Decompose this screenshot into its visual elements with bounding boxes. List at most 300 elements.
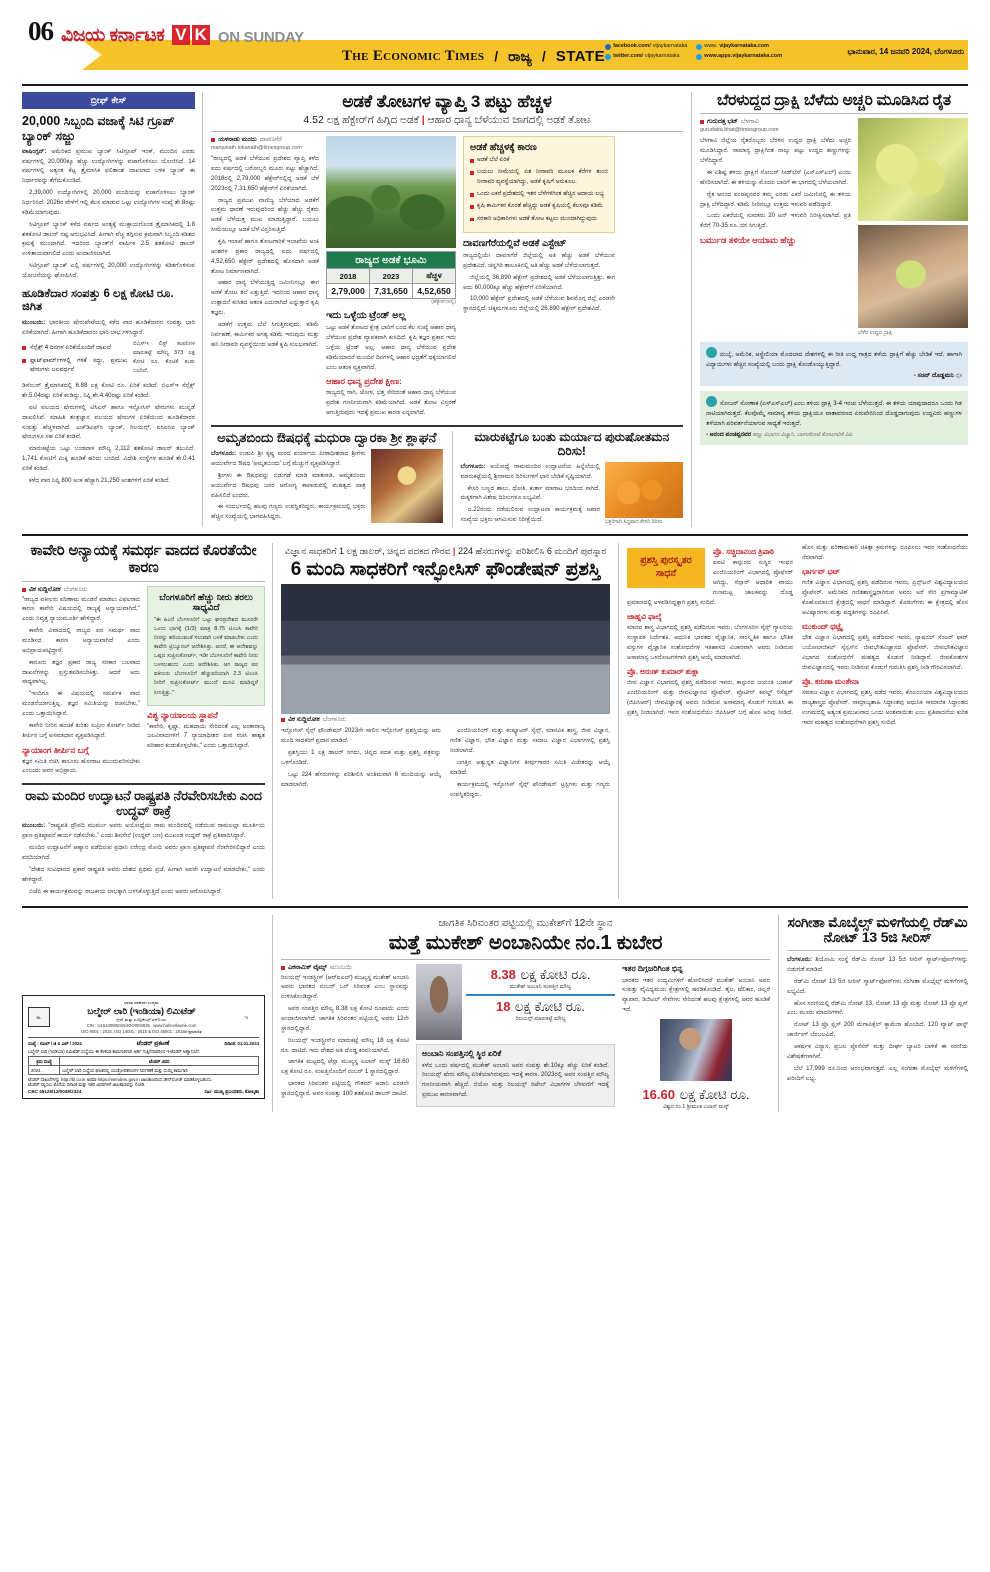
brief-case-column xyxy=(22,92,202,527)
winner-2-name: ಜಾಹ್ನವಿ ಫಾಲ್ಕೆ xyxy=(627,611,662,621)
ad-divider xyxy=(28,1037,259,1038)
website-link-prefix: www. xyxy=(704,43,718,49)
ad-note: ಟೆಂಡರ್ ಸಲ್ಲಿಸಲು ಕೊನೆಯ ದಿನಾಂಕ ಮತ್ತು ಇತರ ವಿವರಗಳಿಗೆ ಜಾಲತಾಣವನ್ನು ನೋಡಿ. xyxy=(28,1081,146,1087)
quote-2-text: ಸೋಜರ್ ಸೋಣಾಕ (ಎಸ್‌ಎಸ್‌ಎಲ್) ಎಂಬ ತಳಿಯ ದ್ರಾಕ್ಷಿ 3-4 ಇಂಚು ಬೆಳೆಯುತ್ತದೆ. ಈ ತಳಿಯ ಯಾವುದಾದರೂ ಒಂದು ಗಿಡ ನಾಟಿಯಾಗಿರುತ್ತದೆ. ಕೆಲವೊಮ್ಮೆ ಸಾಮಾನ್ಯ ತಳಿಯ ದ್ರಾಕ್ಷಿಯೂ ವಾತಾವರಣದ ಏರುಪೇರಿನಿಂದ ದೊಡ್ಡದಾಗುವುದು ಉದ್ದವಿರು ಹಣ್ಣುಗಳ ತಳೆಯಾಗಿ ಪರಿವರ್ತನೆಯಾಗುವ ಸಾಧ್ಯತೆ ಇರುತ್ತದೆ. xyxy=(706,400,962,427)
table-value-2023: 7,31,650 xyxy=(370,284,413,299)
reasons-box xyxy=(463,136,615,233)
award-badge: ಪ್ರಶಸ್ತಿ ಪುರಸ್ಕೃತರ ಸಾಧನೆ xyxy=(627,548,705,588)
lead-story-column xyxy=(202,92,691,527)
ram-mandir-story xyxy=(22,789,265,896)
brief-item-2-lead-text: ಭಾರತೀಯ ಷೇರುಪೇಟೆಯಲ್ಲಿ ಕಳೆದ ವಾರ ಹೂಡಿಕೆದಾರರ ಸಂಪತ್ತು ಭಾರಿ ಏರಿಕೆಯಾಗಿದೆ. ಹೀಗಾಗಿ ಹೂಡಿಕೆದಾರರು ಭಾರಿ ಲಾಭ ಗಳಿಸಿದ್ದಾರೆ. xyxy=(22,318,195,337)
byline-bullet-icon xyxy=(211,138,215,142)
figure-2-value: 18 xyxy=(495,999,511,1015)
kaveri-body2 xyxy=(22,757,140,777)
ad-table-cell-no: 2024. xyxy=(29,1066,60,1075)
ram-mandir-rule xyxy=(22,783,265,785)
ad-intro: ಬಲ್ಮೇರ್ ಲಾರಿ (ಇಂಡಿಯಾ) ಲಿಮಿಟೆಡ್ ಸಂಸ್ಥೆಯು ಈ ಕೆಳಕಂಡ ಕಾಮಗಾರಿಗಾಗಿ ಅರ್ಹ ಗುತ್ತಿಗೆದಾರರಿಂದ ಇ-ಟೆಂಡರ್ ಆಹ್ವಾನಿಸಿದೆ. xyxy=(28,1049,200,1055)
amrutabindu-p3: ಈ ಸಂದರ್ಭದಲ್ಲಿ ಹಲವು ಗಣ್ಯರು ಉಪಸ್ಥಿತರಿದ್ದರು. ಕಾರ್ಯಕ್ರಮದಲ್ಲಿ ಭಕ್ತರು ಹೆಚ್ಚಿನ ಸಂಖ್ಯೆಯಲ್ಲಿ ಭಾಗವಹಿಸಿದ್ದರು. xyxy=(211,503,366,521)
marukatte-story xyxy=(452,431,684,527)
shrine-photo xyxy=(371,449,443,523)
table-header-row xyxy=(327,269,456,284)
arecanut-land-table xyxy=(326,251,456,299)
winner-entry xyxy=(627,612,793,663)
winner-6-name: ಪ್ರೊ. ಕರುಣಾ ಮಂತೇನಾ xyxy=(802,676,859,686)
saffron-photo-caption: ಭಕ್ತರಿಗಾಗಿ ಸಿದ್ಧವಾದ ಕೇಸರಿ ದಿರಿಸು xyxy=(605,519,663,526)
section-divider-1 xyxy=(22,534,968,536)
lead-subhead xyxy=(211,114,683,127)
ad-table-cell-desc: ಬಲ್ಮೇರ್ ಲಾರಿ ಸಂಸ್ಥೆಯ ಘಟಕದಲ್ಲಿ ಯಂತ್ರೋಪಕರಣಗಳ ನಿರ್ವಹಣೆ ಮತ್ತು ದುರಸ್ತಿ ಕಾಮಗಾರಿ xyxy=(60,1066,259,1075)
lead-subhead-b: ಆಹಾರ ಧಾನ್ಯ ಬೆಳೆಯುವ ಜಾಗದಲ್ಲಿ ಅಡಕೆ ತೋಟ xyxy=(427,114,591,127)
table-row xyxy=(327,284,456,299)
ambani-p4: ಜಾಗತಿಕ ಮಟ್ಟದಲ್ಲಿ ಟೆಸ್ಲಾ ಮುಖ್ಯಸ್ಥ ಎಲಾನ್ ಮಸ್ಕ್ 16.60 ಲಕ್ಷ ಕೋಟಿ ರೂ. ಸಂಪತ್ತಿನೊಂದಿಗೆ ನಂಬರ್ 1 ಸ್ಥಾನದಲ್ಲಿದ್ದಾರೆ. xyxy=(281,1058,409,1076)
arecanut-plantation-photo xyxy=(326,136,456,248)
ad-company-name: ಬಲ್ಮೇರ್ ಲಾರಿ (ಇಂಡಿಯಾ) ಲಿಮಿಟೆಡ್ xyxy=(87,1005,196,1016)
winner-4-desc: ಗಣಿತ ವಿಜ್ಞಾನ ವಿಭಾಗದಲ್ಲಿ ಪ್ರಶಸ್ತಿ ಪಡೆದಿರುವ ಇವರು, ಪ್ರಿನ್ಸ್‌ಟನ್ ವಿಶ್ವವಿದ್ಯಾಲಯದ ಪ್ರೊಫೆಸರ್. ಅಮೆರಿಕದ ಗಣಿತಶಾಸ್ತ್ರಜ್ಞರಾಗಿರುವ ಅವರು ಅರೆ ಸೇರಿ ಪ್ರಗಾಮ್ಯಾಟಿಕ್ ಕೊಹೊಮಾಲಜಿ ಕ್ಷೇತ್ರದಲ್ಲಿ ಸಾಧನೆ ಮಾಡಿದ್ದಾರೆ. ಕೊಡುಗೆಗಳು ಈ ಕ್ಷೇತ್ರದಲ್ಲಿ ಹೊಸ ಆವಿಷ್ಕಾರಗಳು ಮತ್ತು ಪದ್ಧತಿಗಳನ್ನು ರೂಪಿಸಿವೆ. xyxy=(802,579,968,616)
apps-link-domain: www.apps.vijaykarnataka.com xyxy=(704,53,782,60)
brief-item-2-lead xyxy=(22,318,195,338)
reasons-list xyxy=(470,156,608,224)
winner-3-name: ಪ್ರೊ. ಅರುಣ್ ಕುಮಾರ್ ಶುಕ್ಲಾ xyxy=(627,666,700,676)
marukatte-p1: ಅಯೋಧ್ಯೆ ರಾಮಮಂದಿರ ಉದ್ಘಾಟನೆಯ ಹಿನ್ನೆಲೆಯಲ್ಲಿ ಮಾರುಕಟ್ಟೆಯಲ್ಲಿ ಶ್ರೀರಾಮನ ದಿರಿಸುಗಳಿಗೆ ಭಾರಿ ಬೇಡಿಕೆ ಸೃಷ್ಟಿಯಾಗಿದೆ. xyxy=(460,462,600,480)
ram-mandir-p4: ಬಿಜೆಪಿ ಈ ಕಾರ್ಯಕ್ರಮವನ್ನು ರಾಜಕೀಯ ಲಾಭಕ್ಕಾಗಿ ಬಳಸಿಕೊಳ್ಳುತ್ತಿದೆ ಎಂದು ಅವರು ಆರೋಪಿಸಿದ್ದಾರೆ. xyxy=(29,887,223,895)
sangeetha-body xyxy=(787,955,968,1084)
marukatte-p3: ಜ.22ರಂದು ನಡೆಯಲಿರುವ ಉದ್ಘಾಟನಾ ಕಾರ್ಯಕ್ರಮಕ್ಕೆ ಅಪಾರ ಸಂಖ್ಯೆಯ ಭಕ್ತರು ಆಗಮಿಸುವ ನಿರೀಕ್ಷೆಯಿದೆ. xyxy=(460,506,600,524)
vishwa-body xyxy=(147,722,265,752)
globe-icon xyxy=(696,54,702,60)
grapes-photo-col xyxy=(858,118,968,337)
brief-item-1-p4: ಸಿಟಿಗ್ರೂಪ್ ಬ್ಯಾಂಕ್ ಎಲ್ಲಿ ವರ್ಷಗಳಲ್ಲಿ 20,000 ಉದ್ಯೋಗಿಗಳನ್ನು ಕಡಿತಗೊಳಿಸುವ ಯೋಜನೆಯನ್ನು ಘೋಷಿಸಿದೆ. xyxy=(22,262,195,279)
brief-item-1-p2: 2,39,000 ಉದ್ಯೋಗಿಗಳಲ್ಲಿ 20,000 ಮಂದಿಯನ್ನು ವಜಾಗೊಳಿಸಲು ಬ್ಯಾಂಕ್ ನಿರ್ಧರಿಸಿದೆ. 2026ರ ವೇಳೆಗೆ ಇಲ್ಲಿ ಕೆಲಸ ಮಾಡುವ ಒಟ್ಟು ಉದ್ಯೋಗಿಗಳ ಸಂಖ್ಯೆ ಶೇ.8ರಷ್ಟು ಕಡಿಮೆಯಾಗುವುದು. xyxy=(22,189,195,216)
social-links xyxy=(605,42,782,62)
website-link[interactable] xyxy=(696,42,782,51)
marukatte-body xyxy=(461,462,601,527)
masthead-rule xyxy=(22,84,968,86)
publication-date: ಭಾನುವಾರ, 14 ಜನವರಿ 2024, ಬೆಂಗಳೂರು xyxy=(847,47,964,56)
byline-bullet-icon xyxy=(22,588,26,592)
state-label-kannada: ರಾಜ್ಯ xyxy=(508,47,532,64)
table-header-2023: 2023 xyxy=(370,269,413,284)
figure-1 xyxy=(466,964,615,992)
davanagere-p3: 10,000 ಹೆಕ್ಟೇರ್ ಪ್ರದೇಶದಲ್ಲಿ ಅಡಕೆ ಬೆಳೆಯುವ ಶಿವಮೊಗ್ಗ ಜಿಲ್ಲೆ ಎರಡನೇ ಸ್ಥಾನದಲ್ಲಿದೆ. ಚಿಕ್ಕಮಗಳೂರು ಜಿಲ್ಲೆಯಲ್ಲಿ 26,890 ಹೆಕ್ಟೇರ್ ಪ್ರದೇಶವಿದೆ. xyxy=(463,295,615,313)
facebook-icon xyxy=(605,44,611,50)
ad-reference: ಸಂಖ್ಯೆ : ಬಿಎಲ್ / ಜಿ & ಎಲ್ / 2024 xyxy=(28,1040,82,1046)
balmer-lawrie-logo-icon: BL xyxy=(28,1007,50,1027)
infosys-body xyxy=(281,726,610,799)
section-infosys-award xyxy=(22,543,968,899)
lead-p4: ಆಹಾರ ಧಾನ್ಯ ಬೆಳೆಯುತ್ತಿದ್ದ ಜಮೀನಿನಲ್ಲೂ ಈಗ ಅಡಕೆ ತೋಟ ತಲೆ ಎತ್ತುತ್ತಿದೆ. ಇದರಿಂದ ಆಹಾರ ಧಾನ್ಯ ಉತ್ಪಾದನೆ ಕುಸಿತದ ಆತಂಕ ಎದುರಾಗಿದೆ ಎನ್ನುತ್ತಾರೆ ಕೃಷಿ ತಜ್ಞರು. xyxy=(211,279,319,317)
reason-item-2: ಬಯಲು ಸೀಮೆಯಲ್ಲಿ ಏತ ನೀರಾವರಿ ಮೂಲಕ ಕೆರೆಗಳ ತುಂಬಿ ನೀರಾವರಿ ವ್ಯವಸ್ಥೆಯಾಗಿದ್ದು, ಅಡಕೆ ಕೃಷಿಗೆ ಅನುಕೂಲ. xyxy=(470,168,608,187)
quote-dot-icon xyxy=(706,347,717,358)
figure-1-unit: ಲಕ್ಷ ಕೋಟಿ ರೂ. xyxy=(520,966,591,982)
vk-logo-v: V xyxy=(172,25,189,45)
brief-case-header: ಬ್ರೀಫ್ ಕೇಸ್ xyxy=(22,92,195,109)
ad-header xyxy=(28,1000,259,1035)
figure-2 xyxy=(466,994,615,1024)
brief-item-1-body xyxy=(22,147,195,281)
infosys-p2: ಪ್ರಶಸ್ತಿಯು 1 ಲಕ್ಷ ಡಾಲರ್ ನಗದು, ಚಿನ್ನದ ಪದಕ ಮತ್ತು ಪ್ರಶಸ್ತಿ ಪತ್ರವನ್ನು ಒಳಗೊಂಡಿದೆ. xyxy=(281,749,441,767)
ad-govt-line: ಭಾರತ ಸರಕಾರದ ಉದ್ಯಮ xyxy=(124,999,159,1005)
ambani-byline xyxy=(281,964,409,972)
lead-byline-name: ಯಳನಾಡು ಮಂಜು xyxy=(218,136,257,144)
masthead-brand xyxy=(22,18,968,45)
grapes-photo-caption: ಬೆಳೆದ ಉದ್ದದ ದ್ರಾಕ್ಷಿ xyxy=(858,329,893,336)
ambani-column xyxy=(272,915,778,1112)
kaveri-byline-name: ವಿಕ ಸುದ್ದಿಲೋಕ xyxy=(29,585,61,593)
kaveri-p3: "ಇಂದಿಗೂ ಈ ವಿಷಯದಲ್ಲಿ ಸಮರ್ಪಕ ವಾದ ಮಂಡನೆಯಾಗುತ್ತಿಲ್ಲ. ತಜ್ಞರ ಸಮಿತಿಯನ್ನು ರಚಿಸಬೇಕು," ಎಂದು ಒತ್ತಾಯಿಸಿದ್ದಾರೆ. xyxy=(22,690,140,718)
ad-column xyxy=(22,915,272,1112)
winner-2-desc: ಮಾನವ ಶಾಸ್ತ್ರ ವಿಭಾಗದಲ್ಲಿ ಪ್ರಶಸ್ತಿ ಪಡೆದಿರುವ ಇವರು, ಬೆಂಗಳೂರಿನ ಸೈನ್ಸ್ ಗ್ಯಾಲರಿಯ ಸಂಸ್ಥಾಪಕ ನಿರ್ದೇಶಕಿ. ಆಧುನಿಕ ಭಾರತದ ವೈಜ್ಞಾನಿಕ, ಸಾಂಸ್ಕೃತಿಕ ಹಾಗೂ ಭೌತಿಕ ವಸ್ತುಗಳ ವೈಜ್ಞಾನಿಕ ಸಂಶೋಧನೆಗಳ ಇತಿಹಾಸದ ವಿಚಾರವಾಗಿ ಅವರು ನೀಡಿರುವ ಅಸಾಮಾನ್ಯ ಒಳನೋಟಗಳಿಗಾಗಿ ಪ್ರಶಸ್ತಿ ಆಯ್ಕೆ ಮಾಡಲಾಗಿದೆ. xyxy=(627,624,793,661)
kaveri-p1: ಕಾವೇರಿ ವಿವಾದದಲ್ಲಿ ರಾಜ್ಯದ ಪರ ಸಮರ್ಥ ವಾದ ಮಂಡಿಸದ ಕಾರಣ ಅನ್ಯಾಯವಾಗಿದೆ ಎಂದು ಅಭಿಪ್ರಾಯಪಟ್ಟಿದ್ದಾರೆ. xyxy=(22,627,140,654)
brief-item-2-side: ಬಿಎಸ್‌ಇ ಲಿಸ್ಟ್ ಕಂಪನಿಗಳ ಮಾರುಕಟ್ಟೆ ಮೌಲ್ಯ 373 ಲಕ್ಷ ಕೋಟಿ ರೂ. ಕೊಟಿಕೆ ಕಂಡು ಬಂದಿದೆ. xyxy=(133,340,195,375)
davanagere-title: ದಾವಣಗೆರೆಯಲ್ಲಿವೆ ಅಡಕೆ ಎಸ್ಟೇಟ್ xyxy=(463,237,567,249)
grapes-byline xyxy=(700,118,851,126)
grapes-rule xyxy=(700,113,968,114)
ram-mandir-p2: ಮಂದಿರ ಉದ್ಘಾಟನೆಗೆ ಆಹ್ವಾನ ಪಡೆದಿರುವ ಪ್ರಧಾನಿ ನರೇಂದ್ರ ಮೋದಿ ಅವರು ಪ್ರಾಣ ಪ್ರತಿಷ್ಠಾಪನೆ ನೆರವೇರಿಸಲಿದ್ದಾರೆ ಎಂದು ವರದಿಯಾಗಿದೆ. xyxy=(22,844,265,862)
ambani-body xyxy=(281,973,409,1099)
brief-item-2-p1: ಡಿಸೆಂಬರ್ ತ್ರೈಮಾಸಿಕದಲ್ಲಿ 6.88 ಲಕ್ಷ ಕೋಟಿ ರೂ. ಏರಿಕೆ ಕಂಡಿದೆ. ಬಿಎಸ್‌ಇ ಸೆನ್ಸೆಕ್ಸ್ ಶೇ.5.04ರಷ್ಟು ಏರಿಕೆ ಕಂಡಿದ್ದು, ನಿಫ್ಟಿ ಶೇ.4.40ರಷ್ಟು ಏರಿಕೆ ಕಂಡಿದೆ. xyxy=(22,382,195,399)
reason-item-5: ಸರಕಾರಿ ಅಧಿಕಾರಿಗಳು ಅಡಕೆ ತೋಟ ಕಟ್ಟಲು ಮುಂದಾಗಿದ್ದುವುದು xyxy=(470,215,608,224)
ad-cbc-code: CBC 45129/12/0049/2324 xyxy=(28,1088,82,1094)
azadi-amrit-mahotsav-icon: 75 xyxy=(243,1014,249,1020)
sangeetha-p3: ಹೊಸ ಸರಣಿಯಲ್ಲಿ ರೆಡ್‌ಮಿ ನೋಟ್ 13, ನೋಟ್ 13 ಪ್ರೊ ಮತ್ತು ನೋಟ್ 13 ಪ್ರೊ ಪ್ಲಸ್ ಎಂಬ ಮೂರು ಮಾದರಿಗಳಿವೆ. xyxy=(787,999,968,1017)
table-row xyxy=(29,1066,259,1075)
award-winners-group-photo xyxy=(281,584,610,714)
trend-box-title: ಇದು ಒಳ್ಳೆಯ ಟ್ರೆಂಡ್ ಅಲ್ಲ xyxy=(326,310,406,322)
trend-box-text: ಒಟ್ಟು ಅಡಕೆ ತೋಟದ ಕ್ಷೇತ್ರ ಭಾರಿಗೆ ಬಂದ ಕೆಲ ಸಂಖ್ಯೆ ಆಹಾರ ಧಾನ್ಯ ಬೆಳೆಯುವ ಪ್ರದೇಶ ವ್ಯಾಪಕವಾಗಿ ಕುಸಿದಿದೆ. ಕೃಷಿ ತಜ್ಞರ ಪ್ರಕಾರ ಇದು ಒಳ್ಳೆಯ ಟ್ರೆಂಡ್ ಅಲ್ಲ. ಆಹಾರ ಧಾನ್ಯ ಬೆಳೆಯುವ ಪ್ರದೇಶ ಕಡಿಮೆಯಾದರೆ ಮುಂದಿನ ದಿನಗಳಲ್ಲಿ ಆಹಾರ ಭದ್ರತೆಗೆ ಧಕ್ಕೆಯಾಗಲಿದೆ ಎಂಬ ಆತಂಕ ವ್ಯಕ್ತವಾಗಿದೆ. xyxy=(326,324,456,371)
sangeetha-p6: ಬೆಲೆ 17,999 ರೂ.ನಿಂದ ಆರಂಭವಾಗುತ್ತದೆ. ಎಲ್ಲ ಸಂಗೀತಾ ಮೊಬೈಲ್ಸ್ ಮಳಿಗೆಗಳಲ್ಲಿ ಖರೀದಿಗೆ ಲಭ್ಯ. xyxy=(787,1064,968,1082)
price-box-text: ರಾಜ್ಯದಲ್ಲಿ ರಾಗಿ, ಜೋಳ, ಭತ್ತ ಸೇರಿದಂತೆ ಆಹಾರ ಧಾನ್ಯ ಬೆಳೆಯುವ ಪ್ರದೇಶ ಗಣನೀಯವಾಗಿ ಕಡಿಮೆಯಾಗಿದೆ. ಅಡಕೆ ತೋಟ ವಿಸ್ತರಣೆ ಆಗುತ್ತಿರುವುದು ಇದಕ್ಕೆ ಪ್ರಮುಖ ಕಾರಣ ಎನ್ನಲಾಗಿದೆ. xyxy=(326,389,456,417)
amrutabindu-p1: ಉಡುಪಿ ಶ್ರೀ ಕೃಷ್ಣ ಮಠದ ಪರ್ಯಾಯ ಪೀಠಾಧೀಶರಾದ ಶ್ರೀಗಳು ಆಯುರ್ವೇದ ಔಷಧ 'ಅಮೃತಬಿಂದು' ಬಗ್ಗೆ ಮೆಚ್ಚುಗೆ ವ್ಯಕ್ತಪಡಿಸಿದ್ದಾರೆ. xyxy=(211,449,366,468)
brief-item-2-body xyxy=(22,381,195,486)
elon-musk-photo xyxy=(660,1019,732,1081)
winner-4-desc-wrap xyxy=(802,578,968,617)
long-grapes-photo xyxy=(858,118,968,221)
vk-logo-k: K xyxy=(192,25,210,45)
winner-entry xyxy=(802,677,968,728)
ambani-box-1-title: ಇತರ ದಿಗ್ಗಜರಿಗಿಂತ ಭಿನ್ನ xyxy=(622,963,683,973)
ram-mandir-dateline: ಮುಂಬಯಿ: xyxy=(22,822,46,830)
saffron-photo-wrap xyxy=(605,462,683,527)
ambani-text-col xyxy=(281,964,409,1112)
bengaluru-water-text: "ಈ ಹಿಂದೆ ಬೆಂಗಳೂರಿಗೆ ಒಟ್ಟು ಘನಪ್ರದೇಶದ ಮೂರರೇ ಒಂದು ಭಾಗಕ್ಕೆ (1/3) ಮಾತ್ರ 8.75 ಟಿಎಂಸಿ ಕಾವೇರಿ ನೀರನ್ನು ಹರಿಯುವಂತೆ ಸಲುವಾಗಿ ಬಳಕೆ ಮಾಡಬೇಕು ಎಂದು ಕಾವೇರಿ ಟ್ರಿಬ್ಯೂನಲ್ ಆದೇಶಿಸಿತ್ತು. ಆದರೆ, ಈ ಆದೇಶವನ್ನು ಒಪ್ಪದ ಸುಪ್ರೀಂಕೋರ್ಟ್, ಇಡೀ ಬೆಂಗಳೂರಿಗೆ ಕಾವೇರಿ ನೀರು ಬಳಸಬಹುದು ಎಂದು ಆದೇಶಿಸಿತು. ಆಗ ರಾಜ್ಯದ ಪರ ವಕೀಲರು ಬೆಂಗಳೂರಿಗೆ ಹೆಚ್ಚುವರಿಯಾಗಿ 2.3 ಟಿಎಂಸಿ ನೀರಿಗೆ ಸುಪ್ರೀಂಕೋರ್ಟ್ ಮುಂದೆ ಮನವಿ ಮಾಡಿದ್ದರೆ ಸಿಗುತ್ತಿತ್ತು." xyxy=(154,617,258,696)
kaveri-text-col xyxy=(22,586,140,779)
ad-footer xyxy=(28,1089,259,1094)
brief-item-1-p1: ಅಮೆರಿಕದ ಪ್ರಮುಖ ಬ್ಯಾಂಕ್ ಸಿಟಿಗ್ರೂಪ್ ಇಂಕ್, ಮುಂದಿನ ಎರಡು ವರ್ಷಗಳಲ್ಲಿ 20,000ಕ್ಕೂ ಹೆಚ್ಚು ಉದ್ಯೋಗಿಗಳನ್ನು ವಜಾಗೊಳಿಸಲು ಯೋಜಿಸಿದೆ. 14 ವರ್ಷಗಳಲ್ಲಿ ಅತ್ಯಂತ ಕೆಟ್ಟ ತ್ರೈಮಾಸಿಕ ಫಲಿತಾಂಶ ದಾಖಲಾದ ಬಳಿಕ ಬ್ಯಾಂಕ್ ಈ ನಿರ್ಧಾರವನ್ನು ತೆಗೆದುಕೊಂಡಿದೆ. xyxy=(22,147,195,185)
winner-entry xyxy=(802,567,968,618)
kaveri-body xyxy=(22,595,140,741)
kaveri-quote: "ರಾಜ್ಯದ ವಕೀಲರು ಪರಿಣಾಮ ಮಂಡನೆ ಮಾಡಲು ವಿಫಲರಾದ ಕಾರಣ ಕಾವೇರಿ ವಿಷಯದಲ್ಲಿ ರಾಜ್ಯಕ್ಕೆ ಅನ್ಯಾಯವಾಗಿದೆ," ಎಂದು ನಿವೃತ್ತ ನ್ಯಾಯಮೂರ್ತಿ ಹೇಳಿದ್ದಾರೆ. xyxy=(22,595,140,623)
amrutabindu-dateline: ಬೆಂಗಳೂರು: xyxy=(211,449,237,457)
grapes-text-col xyxy=(700,118,851,337)
bengaluru-water-title: ಬೆಂಗಳೂರಿಗೆ ಹೆಚ್ಚು ನೀರು ತರಲು ಸಾಧ್ಯವಿದೆ xyxy=(159,591,253,613)
section-ambani xyxy=(22,915,968,1112)
winner-3-desc: ಜೀವ ವಿಜ್ಞಾನ ವಿಭಾಗದಲ್ಲಿ ಪ್ರಶಸ್ತಿ ಪಡೆದಿರುವ ಇವರು, ಕಾನ್ಪುರದ ಜಯಂತಿ ಬಜಾಜ್ ಎಂಜಿನಿಯರಿಂಗ್ ಮತ್ತು ಜೀವವಿಜ್ಞಾನದ ಪ್ರೊಫೆಸರ್. ಪ್ರೊಟೀನ್ ಕಪಲ್ಡ್ ರಿಸೆಪ್ಟರ್ (ಜಿಪಿಸಿಆರ್) ಜೀವವಿಜ್ಞಾನಕ್ಕೆ ಅವರು ನೀಡಿರುವ ಅಸಾಮಾನ್ಯ ಕೊಡುಗೆ ಗುರುತಿಸಿ ಈ ಪ್ರಶಸ್ತಿ ನೀಡಲಾಗಿದೆ. ಇವರ ಸಂಶೋಧನೆಯು ಜಿಪಿಸಿಆರ್ ಬಗ್ಗೆ ಹೊಸ ಅರಿವು ನೀಡಿದೆ. ಹೊಸ ಮತ್ತು ಪರಿಣಾಮಕಾರಿ ಚಿಕಿತ್ಸಾ ಕ್ರಮಗಳನ್ನು ರೂಪಿಸಲು ಇವರ ಸಂಶೋಧನೆಯು ನೆರವಾಗಿದೆ. xyxy=(627,543,968,716)
ambani-box-2-body xyxy=(422,1061,609,1100)
quote-1-text: ದುಬೈ, ಅಮೆರಿಕ, ಆಸ್ಟ್ರೇಲಿಯಾ ಮೊದಲಾದ ದೇಶಗಳಲ್ಲಿ ಈ ರೀತಿ ಉದ್ದ ಗಾತ್ರದ ತಳೆಯ ದ್ರಾಕ್ಷಿಗೆ ಹೆಚ್ಚು ಬೇಡಿಕೆ ಇದೆ. ಹಾಗಾಗಿ ವಿದ್ಯಾಯಿಗಳು ಹೆಚ್ಚಿನ ಸಂಖ್ಯೆಯಲ್ಲಿ ಬಂದು ದ್ರಾಕ್ಷಿ ಕೊಂಡೊಯ್ಯುತ್ತಿದ್ದಾರೆ. xyxy=(706,350,962,368)
saffron-attire-photo xyxy=(605,462,683,518)
ad-center-block xyxy=(55,1000,228,1035)
brief-item-1-title: 20,000 ಸಿಬ್ಬಂದಿ ವಜಾಕ್ಕೆ ಸಿಟಿ ಗ್ರೂಪ್ ಬ್ಯಾಂಕ್ ಸಜ್ಜು xyxy=(22,114,175,143)
ram-mandir-p1: "ರಾಷ್ಟ್ರಪತಿ ದ್ರೌಪದಿ ಮುರ್ಮು ಅವರು ಅಯೋಧ್ಯೆಯ ರಾಮ ಮಂದಿರದಲ್ಲಿ ನಡೆಯುವ ರಾಮಲಲ್ಲಾ ಮೂರ್ತಿಯ ಪ್ರಾಣ ಪ್ರತಿಷ್ಠಾಪನೆ ಕಾರ್ಯ ನಡೆಸಬೇಕು," ಎಂದು ಶಿವಸೇನೆ (ಉದ್ಧವ್ ಬಣ) ಮುಖಂಡ ಉದ್ಧವ್ ಠಾಕ್ರೆ ಪ್ರತಿಪಾದಿಸಿದ್ದಾರೆ. xyxy=(22,822,265,840)
infosys-headline: 6 ಮಂದಿ ಸಾಧಕರಿಗೆ ಇನ್ಫೋಸಿಸ್ ಫೌಂಡೇಷನ್ ಪ್ರಶಸ್ತಿ xyxy=(290,559,601,581)
price-box-title: ಆಹಾರ ಧಾನ್ಯ ಪ್ರದೇಶ ಕ್ಷೀಣ: xyxy=(326,376,402,387)
quote-1-attribution xyxy=(706,371,962,381)
ambani-box-2 xyxy=(416,1044,615,1107)
kaveri-byline xyxy=(22,586,140,594)
ad-table-header-1: ಕ್ರಮ ಸಂಖ್ಯೆ xyxy=(29,1057,60,1066)
ambani-byline-name: ಎಕನಾಮಿಕ್ ಟೈಮ್ಸ್ xyxy=(288,963,327,971)
infosys-p6: ಕಾರ್ಯಕ್ರಮದಲ್ಲಿ ಇನ್ಫೋಸಿಸ್ ಸೈನ್ಸ್ ಫೌಂಡೇಷನ್ ಟ್ರಸ್ಟಿಗಳು ಮತ್ತು ಗಣ್ಯರು ಉಪಸ್ಥಿತರಿದ್ದರು. xyxy=(450,780,610,798)
kaveri-column xyxy=(22,543,272,899)
vk-logo xyxy=(172,25,210,45)
facebook-link-rest: vijaykarnataka xyxy=(652,43,688,49)
brief-item-1-dateline: ವಾಷಿಂಗ್ಟನ್: xyxy=(22,147,47,155)
reason-item-3: ಒಂದು ಎಕರೆ ಪ್ರದೇಶದಲ್ಲಿ ಇತರ ಬೆಳೆಗಳಿಗಿಂತ ಹೆಚ್ಚಿನ ಆದಾಯ ಲಭ್ಯ xyxy=(470,190,608,199)
grapes-in-hand-photo xyxy=(858,225,968,328)
ambani-subhead: ಜಾಗತಿಕ ಸಿರಿವಂತರ ಪಟ್ಟಿಯಲ್ಲಿ ಮುಕೇಶ್‌ಗೆ 12ನೇ ಸ್ಥಾನ xyxy=(438,917,613,929)
ad-download-note: ಟೆಂಡರ್ ದಾಖಲೆಗಳನ್ನು http://bl.co.in ಅಥವಾ https://etenders.gov.in ಜಾಲತಾಣದಿಂದ ಡೌನ್‌ಲೋಡ್ ಮಾಡಿಕೊಳ್ಳಬಹುದು. xyxy=(28,1076,213,1082)
twitter-icon xyxy=(605,54,611,60)
davanagere-p2: ಜಿಲ್ಲೆಯಲ್ಲಿ 36,890 ಹೆಕ್ಟೇರ್ ಪ್ರದೇಶದಲ್ಲಿ ಅಡಕೆ ಬೆಳೆಯಲಾಗುತ್ತಿತ್ತು. ಈಗ ಅದು 60,000ಕ್ಕೂ ಹೆಚ್ಚು ಹೆಕ್ಟೇರ್‌ಗೆ ಏರಿಕೆಯಾಗಿದೆ. xyxy=(463,273,615,291)
kaveri-p5: ತಜ್ಞರ ಸಮಿತಿ ರಚಿಸಿ ಕಾನೂನು ಹೋರಾಟ ಮುಂದುವರಿಸಬೇಕು ಎಂಬುದು ಅವರ ಅಭಿಪ್ರಾಯ. xyxy=(22,757,140,775)
quote-2-name: - ಆನಂದ ಪಂಚಪ್ಪನವರ xyxy=(706,431,752,439)
marukatte-p2: ಕೇಸರಿ ಬಣ್ಣದ ಶಾಲು, ಧೋತಿ, ಕುರ್ತಾ ಮಾರಾಟ ಭರದಿಂದ ಸಾಗಿದೆ. ಮಕ್ಕಳಿಗಾಗಿ ವಿಶೇಷ ದಿರಿಸುಗಳೂ ಲಭ್ಯವಿವೆ. xyxy=(460,484,600,502)
brief-bullet-2: ಫ್ಲಾಟ್‌ಫಾರ್ಮ್‌ಗಳಲ್ಲಿ ಗಳಿಕೆ ಸದ್ದು, ಪ್ರಮುಖ ಷೇರುಗಳು ಬಲವರ್ಧನೆ xyxy=(22,356,127,376)
quote-box-farmer xyxy=(700,342,968,386)
ram-mandir-p3: "ದೇಶದ ಸಂವಿಧಾನದ ಪ್ರಕಾರ ರಾಷ್ಟ್ರಪತಿ ಅವರು ದೇಶದ ಪ್ರಥಮ ಪ್ರಜೆ. ಹೀಗಾಗಿ ಅವರೇ ಉದ್ಘಾಟನೆ ಮಾಡಬೇಕು," ಎಂದು ಹೇಳಿದ್ದಾರೆ. xyxy=(22,866,265,883)
grapes-byline-place: ಬೆಳಗಾವಿ xyxy=(740,118,759,126)
byline-bullet-icon xyxy=(281,718,285,722)
vishwa-title: ವಿಶ್ವ ನ್ಯಾಯಾಲಯ ಸ್ಥಾಪನೆ xyxy=(147,709,218,720)
economic-times-title: The Economic Times xyxy=(342,47,485,64)
twitter-link-rest: vijaykarnataka xyxy=(645,53,680,60)
grapes-p2: ಈ ವಿಶಿಷ್ಟ ತಳಿಯ ದ್ರಾಕ್ಷಿಗೆ ಸೋಜರ್ ಸೀಡ್‌ಲೆಸ್ (ಎಸ್‌ಎಸ್‌ಎಲ್) ಎಂದು ಹೆಸರಿಸಲಾಗಿದೆ. ಈ ತಳಿಯನ್ನು ಮೊದಲ ಬಾರಿಗೆ ಈ ಭಾಗದಲ್ಲಿ ಬೆಳೆಯಲಾಗಿದೆ. xyxy=(700,168,851,186)
winner-1-name: ಪ್ರೊ. ಸಚ್ಚಿದಾನಂದ ತ್ರಿಪಾಠಿ xyxy=(713,546,775,556)
sangeetha-p2: ರೆಡ್‌ಮಿ ನೋಟ್ 13 5ಜಿ ಸೀರಿಸ್ ಸ್ಮಾರ್ಟ್‌ಫೋನ್‌ಗಳು ಸಂಗೀತಾ ಮೊಬೈಲ್ಸ್ ಮಳಿಗೆಗಳಲ್ಲಿ ಲಭ್ಯವಿದೆ. xyxy=(787,977,968,995)
figure-3-unit: ಲಕ್ಷ ಕೋಟಿ ರೂ. xyxy=(679,1086,750,1102)
sangeetha-rule xyxy=(787,950,968,951)
grapes-email: gurudatta.bhat@timesgroup.com xyxy=(700,127,779,134)
byline-bullet-icon xyxy=(700,120,704,124)
winner-5-desc: ಭೌತ ವಿಜ್ಞಾನ ವಿಭಾಗದಲ್ಲಿ ಪ್ರಶಸ್ತಿ ಪಡೆದಿರುವ ಇವರು, ನ್ಯಾಷನಲ್ ಸೆಂಟರ್ ಫಾರ್ ಬಯೋಲಾಜಿಕಲ್ ಸೈನ್ಸಸ್‌ನ ಜೀವಭೌತವಿಜ್ಞಾನದ ಪ್ರೊಫೆಸರ್. ಜೀವಭೌತವಿಜ್ಞಾನ ವಿಭಾಗದ ಸಂಶೋಧನೆಗೆ ಮಹತ್ವದ ಕೊಡುಗೆ ನೀಡಿದ್ದಾರೆ. ಜೀವಕೋಶಗಳ ಜೀವವಿಜ್ಞಾನದಲ್ಲಿ ಇವರು ನೀಡಿರುವ ಕೊಡುಗೆ ಗುರುತಿಸಿ ಪ್ರಶಸ್ತಿ ನೀಡಿ ಗೌರವಿಸಲಾಗಿದೆ. xyxy=(802,634,968,671)
table-header-increase: ಹೆಚ್ಚಳ xyxy=(413,269,456,284)
brief-item-2-p3: ಮಾರುಕಟ್ಟೆಯ ಒಟ್ಟು ಬಂಡವಾಳ ಮೌಲ್ಯ 2,112 ಶತಕೋಟಿ ಡಾಲರ್ ತಲುಪಿದೆ. 1,741 ಕೋಟಿಗೆ ಮಿಕ್ಕಿ ಹೂಡಿಕೆ ಹರಿದು ಬಂದಿದೆ. ವಿದೇಶಿ ಸಂಸ್ಥೆಗಳ ಹೂಡಿಕೆ ಶೇ.0.41 ಏರಿಕೆ ಕಂಡಿದೆ. xyxy=(22,445,195,473)
amrutabindu-body xyxy=(211,449,366,524)
lead-body xyxy=(211,154,319,349)
ram-mandir-headline: ರಾಮ ಮಂದಿರ ಉದ್ಘಾಟನೆ ರಾಷ್ಟ್ರಪತಿ ನೆರವೇರಿಸಬೇಕು ಎಂದ ಉದ್ಧವ್ ಠಾಕ್ರೆ xyxy=(25,788,262,818)
table-value-increase: 4,52,650 xyxy=(413,284,456,299)
reasons-box-title: ಅಡಕೆ ಹೆಚ್ಚಳಕ್ಕೆ ಕಾರಣ xyxy=(470,142,537,154)
ad-tender-band xyxy=(28,1041,259,1048)
apps-link[interactable] xyxy=(696,52,782,61)
grapes-p3: ರೈತ ಆನಂದ ಪಂಚಪ್ಪನವರ ತಮ್ಮ ಎರಡು ಎಕರೆ ಜಮೀನಿನಲ್ಲಿ ಈ ತಳಿಯ ದ್ರಾಕ್ಷಿ ಬೆಳೆದಿದ್ದಾರೆ. ಕಡಿಮೆ ನೀರಿನಲ್ಲೂ ಉತ್ತಮ ಇಳುವರಿ ಪಡೆದಿದ್ದಾರೆ. xyxy=(700,190,851,208)
section-lead-story xyxy=(22,92,968,527)
kaveri-headline: ಕಾವೇರಿ ಅನ್ಯಾಯಕ್ಕೆ ಸಮರ್ಥ ವಾದದ ಕೊರತೆಯೇ ಕಾರಣ xyxy=(30,541,257,576)
ambani-box-1-text: ಭಾರತದ ಇತರ ಉದ್ಯಮಿಗಳಿಗೆ ಹೋಲಿಸಿದರೆ ಮುಕೇಶ್ ಅಂಬಾನಿ ಅವರ ಸಂಪತ್ತು ವೈವಿಧ್ಯಮಯ ಕ್ಷೇತ್ರಗಳಲ್ಲಿ ಹರಡಿಕೊಂಡಿದೆ. ತೈಲ, ಟೆಲಿಕಾಂ, ಚಿಲ್ಲರೆ ವ್ಯಾಪಾರ, ಡಿಜಿಟಲ್ ಸೇವೆಗಳು ಸೇರಿದಂತೆ ಹಲವು ಕ್ಷೇತ್ರಗಳಲ್ಲಿ ಅವರ ಹೂಡಿಕೆ ಇದೆ. xyxy=(622,976,770,1014)
infosys-byline-place: ಬೆಂಗಳೂರು xyxy=(322,716,347,724)
brief-item-2-title: ಹೂಡಿಕೆದಾರ ಸಂಪತ್ತು 6 ಲಕ್ಷ ಕೋಟಿ ರೂ. ಜಿಗಿತ xyxy=(22,287,174,314)
lead-rule xyxy=(211,131,683,132)
twitter-link-bold: twitter.com/ xyxy=(613,53,644,60)
kaveri-byline-place: ಬೆಂಗಳೂರು xyxy=(63,585,88,593)
lead-byline xyxy=(211,136,319,144)
ambani-p3: ರಿಲಯನ್ಸ್ ಇಂಡಸ್ಟ್ರೀಸ್‌ನ ಮಾರುಕಟ್ಟೆ ಮೌಲ್ಯ 18 ಲಕ್ಷ ಕೋಟಿ ರೂ. ದಾಟಿದೆ. ಇದು ದೇಶದ ಅತಿ ದೊಡ್ಡ ಕಂಪನಿಯಾಗಿದೆ. xyxy=(281,1036,409,1054)
infosys-subhead-bar: | xyxy=(452,545,456,556)
figure-2-label: ರಿಲಯನ್ಸ್ ಮಾರುಕಟ್ಟೆ ಮೌಲ್ಯ xyxy=(515,1016,566,1023)
infosys-p3: ಒಟ್ಟು 224 ಹೆಸರುಗಳನ್ನು ಪರಿಶೀಲಿಸಿ ಅಂತಿಮವಾಗಿ 6 ಮಂದಿಯನ್ನು ಆಯ್ಕೆ ಮಾಡಲಾಗಿದೆ. xyxy=(281,770,441,788)
price-box-body xyxy=(326,388,456,418)
infosys-column xyxy=(272,543,618,899)
sangeetha-p5: ಆಕರ್ಷಕ ವಿನ್ಯಾಸ, ಪ್ರಬಲ ಪ್ರೊಸೆಸರ್ ಮತ್ತು ದೀರ್ಘ ಬ್ಯಾಟರಿ ಬಾಳಿಕೆ ಈ ಸರಣಿಯ ವಿಶೇಷತೆಗಳಾಗಿವೆ. xyxy=(787,1043,968,1060)
strip-separator-1: / xyxy=(494,48,499,64)
ad-signoff: ಸಹಿ/- ಮುಖ್ಯ ಪ್ರಬಂಧಕರು, ಕೋಲ್ಕತಾ xyxy=(204,1088,259,1094)
lead-text-col xyxy=(211,136,319,420)
kaveri-sidebar-col xyxy=(147,586,265,779)
trend-box-body xyxy=(326,323,456,372)
ad-iso: ISO 9001 : 2015, ISO 14001 : 2015 & ISO 45001 : 2018ರ ಪ್ರಮಾಣಿತ xyxy=(81,1028,202,1034)
table-value-2018: 2,79,000 xyxy=(327,284,370,299)
lead-subhead-a: 4.52 ಲಕ್ಷ ಹೆಕ್ಟೇರ್‌ಗೆ ಹಿಗ್ಗಿದ ಅಡಕೆ xyxy=(303,114,419,127)
ambani-byline-place: ಮುಂಬಯಿ xyxy=(329,963,352,971)
ambani-figures-col xyxy=(416,964,615,1112)
davanagere-body xyxy=(463,251,615,314)
brief-item-2-p2: ಐಟಿ ವಲಯದ ಷೇರುಗಳಲ್ಲಿ ಟಿಸಿಎಸ್ ಹಾಗೂ ಇನ್ಫೋಸಿಸ್ ಷೇರುಗಳು ಮುನ್ನಡೆ ದಾಖಲಿಸಿವೆ. ಮಾಹಿತಿ ತಂತ್ರಜ್ಞಾನ ವಲಯದ ಷೇರುಗಳ ಏರಿಕೆಯಿಂದ ಹೂಡಿಕೆದಾರರ ಸಂಪತ್ತು ಹೆಚ್ಚಳವಾಗಿದೆ. ಎಚ್‌ಡಿಎಫ್‌ಸಿ ಬ್ಯಾಂಕ್, ರಿಲಯನ್ಸ್, ಐಸಿಐಸಿಐ ಬ್ಯಾಂಕ್ ಷೇರುಗಳೂ ಸಹ ಏರಿಕೆ ಕಂಡಿವೆ. xyxy=(22,403,195,441)
mukesh-ambani-photo xyxy=(416,964,462,1040)
brief-item-2-dateline: ಮುಂಬಯಿ: xyxy=(22,318,46,326)
amrutabindu-story xyxy=(211,431,443,527)
winner-5-desc-wrap xyxy=(802,633,968,672)
infosys-subhead-a: ವಿಜ್ಞಾನ ಸಾಧಕರಿಗೆ 1 ಲಕ್ಷ ಡಾಲರ್, ಚಿನ್ನದ ಪದಕದ ಗೌರವ xyxy=(284,545,451,556)
state-label-english: STATE xyxy=(555,47,606,65)
figure-1-value: 8.38 xyxy=(490,966,516,982)
on-sunday-label: ON SUNDAY xyxy=(217,29,304,46)
brief-bullet-1: ಸೆನ್ಸೆಕ್ಸ್ 4 ದಿನಗಳ ಏರಿಕೆಯೊಂದಿಗೆ ದಾಖಲೆ xyxy=(22,343,127,353)
ad-website: www.balmerlawrie.com xyxy=(153,1022,197,1028)
infosys-byline xyxy=(281,716,610,724)
reason-item-4: ಕೃಷಿ ಕಾರ್ಮಿಕರ ಕೊರತೆ ಹೆಚ್ಚಿದ್ದು ಅಡಕೆ ಕೃಷಿಯಲ್ಲಿ ಕೆಲಸವೂ ಕಡಿಮೆ xyxy=(470,202,608,211)
sangeetha-headline: ಸಂಗೀತಾ ಮೊಬೈಲ್ಸ್ ಮಳಿಗೆಯಲ್ಲಿ ರೆಡ್‌ಮಿ ನೋಟ್ 13 5ಜಿ ಸೀರಿಸ್ xyxy=(787,913,968,946)
quote-1-role: ರೈತ xyxy=(955,373,962,380)
lead-email: manjunath.lokanath@timesgroup.com xyxy=(211,145,302,152)
infosys-p5: ಜಗತ್ತಿನ ಅತ್ಯುನ್ನತ ವಿಜ್ಞಾನಿಗಳ ತೀರ್ಪುಗಾರರ ಸಮಿತಿ ವಿಜೇತರನ್ನು ಆಯ್ಕೆ ಮಾಡಿದೆ. xyxy=(450,759,610,776)
sangeetha-p4: ನೋಟ್ 13 ಪ್ರೊ ಪ್ಲಸ್ 200 ಮೆಗಾಪಿಕ್ಸೆಲ್ ಕ್ಯಾಮೆರಾ ಹೊಂದಿದೆ. 120 ವ್ಯಾಟ್ ಫಾಸ್ಟ್ ಚಾರ್ಜಿಂಗ್ ಬೆಂಬಲವಿದೆ. xyxy=(787,1021,968,1039)
grapes-sub1: ಬರ್ಮುಡ ತಳಿಯೇ ಆಯಾಮ ಹೆಚ್ಚು xyxy=(700,235,796,246)
ambani-box-2-title: ಅಂಬಾನಿ ಸಂಪತ್ತಿನಲ್ಲಿ ಸ್ಥಿರ ಏರಿಕೆ xyxy=(422,1048,502,1058)
davanagere-p1: ರಾಜ್ಯದಲ್ಲಿಯೇ ದಾವಣಗೆರೆ ಜಿಲ್ಲೆಯಲ್ಲಿ ಅತಿ ಹೆಚ್ಚು ಅಡಕೆ ಬೆಳೆಯುವ ಪ್ರದೇಶವಿದೆ. ಚನ್ನಗಿರಿ ತಾಲೂಕಿನಲ್ಲಿ ಅತಿ ಹೆಚ್ಚು ಅಡಕೆ ಬೆಳೆಯಲಾಗುತ್ತದೆ. xyxy=(463,251,615,269)
bengaluru-water-body xyxy=(154,616,258,697)
substory-rule xyxy=(211,425,683,427)
lead-subhead-bar: | xyxy=(421,114,425,127)
award-winners-column xyxy=(618,543,968,899)
kaveri-p4: ಕಾವೇರಿ ನೀರಿನ ಹಂಚಿಕೆ ಕುರಿತು ಸುಪ್ರೀಂ ಕೋರ್ಟ್ ನೀಡಿದ ತೀರ್ಪಿನ ಬಗ್ಗೆ ಅಸಮಾಧಾನ ವ್ಯಕ್ತಪಡಿಸಿದ್ದಾರೆ. xyxy=(22,721,140,739)
sangeetha-dateline: ಬೆಂಗಳೂರು: xyxy=(787,955,813,963)
infosys-p4: ಎಂಜಿನಿಯರಿಂಗ್ ಮತ್ತು ಕಂಪ್ಯೂಟರ್ ಸೈನ್ಸ್, ಮಾನವಿಕ ಶಾಸ್ತ್ರ, ಜೀವ ವಿಜ್ಞಾನ, ಗಣಿತ ವಿಜ್ಞಾನ, ಭೌತ ವಿಜ್ಞಾನ ಮತ್ತು ಸಮಾಜ ವಿಜ್ಞಾನ ವಿಭಾಗಗಳಲ್ಲಿ ಪ್ರಶಸ್ತಿ ನೀಡಲಾಗಿದೆ. xyxy=(450,727,610,755)
ambani-p1: ರಿಲಯನ್ಸ್ ಇಂಡಸ್ಟ್ರೀಸ್ (ಆರ್‌ಐಎಲ್) ಮುಖ್ಯಸ್ಥ ಮುಕೇಶ್ ಅಂಬಾನಿ ಅವರು ಭಾರತದ ನಂಬರ್ ಒನ್ ಸಿರಿವಂತ ಎಂಬ ಸ್ಥಾನವನ್ನು ಉಳಿಸಿಕೊಂಡಿದ್ದಾರೆ. xyxy=(281,973,409,1001)
grapes-p1: ಬೆಳಗಾವಿ ಜಿಲ್ಲೆಯ ರೈತರೊಬ್ಬರು ಬೆರಳಿನ ಉದ್ದದ ದ್ರಾಕ್ಷಿ ಬೆಳೆದು ಅಚ್ಚರಿ ಮೂಡಿಸಿದ್ದಾರೆ. ಸಾಮಾನ್ಯ ದ್ರಾಕ್ಷಿಗಿಂತ ನಾಲ್ಕು ಪಟ್ಟು ಉದ್ದದ ಹಣ್ಣುಗಳನ್ನು ಬೆಳೆದಿದ್ದಾರೆ. xyxy=(700,137,851,165)
ad-table-header-2: ಟೆಂಡರ್ ವಿವರ xyxy=(60,1057,259,1066)
infosys-subhead xyxy=(281,546,610,557)
figure-3-label: ವಿಶ್ವದ ನಂ.1 ಶ್ರೀಮಂತ ಎಲಾನ್ ಮಸ್ಕ್ xyxy=(663,1103,729,1110)
kaveri-p2: ಕಾನೂನು ತಜ್ಞರ ಪ್ರಕಾರ ರಾಜ್ಯ ಸರಕಾರ ಬಲವಾದ ದಾಖಲೆಗಳನ್ನು ಪ್ರಸ್ತುತಪಡಿಸಬೇಕಿತ್ತು. ಆದರೆ ಅದು ಸಾಧ್ಯವಾಗಿಲ್ಲ. xyxy=(22,658,140,686)
masthead xyxy=(22,18,968,80)
globe-icon xyxy=(696,44,702,50)
winner-6-desc-wrap xyxy=(802,688,968,727)
lead-photo-col xyxy=(326,136,456,420)
twitter-link[interactable] xyxy=(605,52,687,61)
ambani-box-2-text: ಕಳೆದ ಒಂದು ವರ್ಷದಲ್ಲಿ ಮುಕೇಶ್ ಅಂಬಾನಿ ಅವರ ಸಂಪತ್ತು ಶೇ.10ಕ್ಕೂ ಹೆಚ್ಚು ಏರಿಕೆ ಕಂಡಿದೆ. ರಿಲಯನ್ಸ್ ಷೇರು ಮೌಲ್ಯ ಏರಿಕೆಯಾಗಿರುವುದು ಇದಕ್ಕೆ ಕಾರಣ. 2023ರಲ್ಲಿ ಅವರ ಸಂಪತ್ತಿನ ಮೌಲ್ಯ ಗಣನೀಯವಾಗಿ ಹೆಚ್ಚಿದೆ. ಜಿಯೋ ಮತ್ತು ರಿಲಯನ್ಸ್ ರಿಟೇಲ್ ವಿಭಾಗಗಳ ಬೆಳವಣಿಗೆ ಇದಕ್ಕೆ ಪ್ರಮುಖ ಕಾರಣವಾಗಿದೆ. xyxy=(422,1061,609,1099)
quote-2-role: ಹಣ್ಣು ವಿಭಾಗದ ವಿಜ್ಞಾನಿ, ಬಾಗಲಕೋಟೆ ತೋಟಗಾರಿಕೆ ವಿವಿ xyxy=(752,432,853,439)
infosys-p1: ಇನ್ಫೋಸಿಸ್ ಸೈನ್ಸ್ ಫೌಂಡೇಷನ್ 2023ನೇ ಸಾಲಿನ ಇನ್ಫೋಸಿಸ್ ಪ್ರಶಸ್ತಿಯನ್ನು ಆರು ಮಂದಿ ಸಾಧಕರಿಗೆ ಪ್ರದಾನ ಮಾಡಿದೆ. xyxy=(281,727,441,745)
marukatte-dateline: ಬೆಂಗಳೂರು: xyxy=(460,462,486,470)
balmer-lawrie-advertisement xyxy=(22,995,265,1099)
ambani-headline: ಮತ್ತೆ ಮುಕೇಶ್ ಅಂಬಾನಿಯೇ ನಂ.1 ಕುಬೇರ xyxy=(388,932,663,955)
winner-2-desc-wrap xyxy=(627,623,793,662)
ram-mandir-body xyxy=(22,821,265,896)
ad-sbu-line: ಗ್ರೀಸ್ ಮತ್ತು ಲೂಬ್ರಿಕೆಂಟ್ಸ್ ಎಸ್‌ಬಿಯು xyxy=(116,1016,167,1022)
table-note: (ಹೆಕ್ಟೇರ್‌ಗಳಲ್ಲಿ) xyxy=(431,299,456,306)
grapes-byline-name: ಗುರುದತ್ತ ಭಟ್ xyxy=(707,118,738,126)
winners-grid xyxy=(627,543,968,728)
marukatte-headline: ಮಾರುಕಟ್ಟೆಗೂ ಬಂತು ಮರ್ಯಾದ ಪುರುಷೋತಮನ ದಿರಿಸು! xyxy=(474,430,670,458)
ad-tender-title: ಟೆಂಡರ್ ಪ್ರಕಟಣೆ xyxy=(136,1040,170,1047)
ambani-p5: ಭಾರತದ ಸಿರಿವಂತರ ಪಟ್ಟಿಯಲ್ಲಿ ಗೌತಮ್ ಅದಾನಿ ಎರಡನೇ ಸ್ಥಾನದಲ್ಲಿದ್ದಾರೆ. ಅವರ ಸಂಪತ್ತು 100 ಶತಕೋಟಿ ಡಾಲರ್ ದಾಟಿದೆ. xyxy=(281,1080,409,1097)
table-title: ರಾಜ್ಯದ ಅಡಕೆ ಭೂಮಿ xyxy=(327,252,456,269)
lead-p5: ಅಡಕೆಗೆ ಉತ್ತಮ ಬೆಲೆ ಸಿಗುತ್ತಿರುವುದು, ಕಡಿಮೆ ನಿರ್ವಹಣೆ, ಕಾರ್ಮಿಕರ ಅಗತ್ಯ ಕಡಿಮೆ ಇರುವುದು ಮತ್ತು ಹನಿ ನೀರಾವರಿ ವ್ಯವಸ್ಥೆಯಿಂದ ಅಡಕೆ ಕೃಷಿ ಸುಲಭವಾಗಿದೆ. xyxy=(211,320,319,348)
grapes-p4: ಒಂದು ಎಕರೆಯಲ್ಲಿ ಸುಮಾರು 20 ಟನ್ ಇಳುವರಿ ನಿರೀಕ್ಷಿಸಲಾಗಿದೆ. ಪ್ರತಿ ಕೆಜಿಗೆ 70-35 ರೂ. ದರ ಸಿಗುತ್ತಿದೆ. xyxy=(700,212,851,230)
ad-tender-date: ದಿನಾಂಕ: 01.01.2024 xyxy=(224,1040,259,1046)
ad-tender-table xyxy=(28,1056,259,1075)
lead-headline: ಅಡಕೆ ತೋಟಗಳ ವ್ಯಾಪ್ತಿ 3 ಪಟ್ಟು ಹೆಚ್ಚಳ xyxy=(342,92,552,111)
page-number: 06 xyxy=(28,16,53,46)
quote-2-attribution xyxy=(706,430,962,440)
brand-name-kannada: ವಿಜಯ ಕರ್ನಾಟಕ xyxy=(61,25,165,46)
infosys-byline-name: ವಿಕ ಸುದ್ದಿಲೋಕ xyxy=(288,716,320,724)
grapes-headline: ಬೆರಳುದ್ದದ ದ್ರಾಕ್ಷಿ ಬೆಳೆದು ಅಚ್ಚರಿ ಮೂಡಿಸಿದ ರೈತ xyxy=(717,92,951,109)
ad-cin: CIN : U15100WB1924GOI004835 xyxy=(86,1022,150,1028)
website-link-domain: vijaykarnataka.com xyxy=(719,43,769,49)
sangeetha-column xyxy=(778,915,968,1112)
winner-5-name: ಮುಕುಂದ್ ಥಟ್ಟೈ xyxy=(802,621,843,631)
ambani-musk-col xyxy=(622,964,770,1112)
grapes-body xyxy=(700,136,851,231)
bengaluru-water-box xyxy=(147,586,265,706)
lead-p1: "ರಾಜ್ಯದಲ್ಲಿ ಅಡಕೆ ಬೆಳೆಯುವ ಪ್ರದೇಶದ ವ್ಯಾಪ್ತಿ ಕಳೆದ ಐದು ವರ್ಷದಲ್ಲಿ ಬರೋಬ್ಬರಿ ಮೂರು ಪಟ್ಟು ಹೆಚ್ಚಾಗಿದೆ. 2018ರಲ್ಲಿ 2,79,000 ಹೆಕ್ಟೇರ್‌ನಲ್ಲಿದ್ದ ಅಡಕೆ ಬೆಳೆ 2023ರಲ್ಲಿ 7,31,650 ಹೆಕ್ಟೇರ್‌ಗೆ ಏರಿಕೆಯಾಗಿದೆ. xyxy=(211,155,319,192)
ambani-p2: ಅವರ ಸಂಪತ್ತಿನ ಮೌಲ್ಯ 8.38 ಲಕ್ಷ ಕೋಟಿ ರೂಪಾಯಿ ಎಂದು ಅಂದಾಜಿಸಲಾಗಿದೆ. ಜಾಗತಿಕ ಸಿರಿವಂತರ ಪಟ್ಟಿಯಲ್ಲಿ ಅವರು 12ನೇ ಸ್ಥಾನದಲ್ಲಿದ್ದಾರೆ. xyxy=(281,1005,409,1032)
table-header-2018: 2018 xyxy=(327,269,370,284)
kaveri-rule xyxy=(22,581,265,582)
brief-item-2-bullets xyxy=(22,343,127,378)
kaveri-sub1: ನ್ಯಾಯಾಂಗ ತೀರ್ಪಿನ ಬಗ್ಗೆ xyxy=(22,744,89,755)
facebook-link[interactable] xyxy=(605,42,687,51)
winner-1-desc: ಐಐಟಿ ಕಾನ್ಪುರದ ಸುಸ್ಥಿರ ಇಂಧನ ಎಂಜಿನಿಯರಿಂಗ್ ವಿಭಾಗದಲ್ಲಿ ಪ್ರೊಫೆಸರ್ ಆಗಿದ್ದು, ಸೆನ್ಸಾರ್ ಆಧಾರಿತ ವಾಯು ಗುಣಮಟ್ಟ ಜಾಲಕವನ್ನು ದೊಡ್ಡ ಪ್ರಮಾಣದಲ್ಲಿ ಅಳವಡಿಸಿದ್ದಕ್ಕಾಗಿ ಪ್ರಶಸ್ತಿ ಸಂದಿದೆ. xyxy=(627,559,793,606)
lead-sidebar-col xyxy=(463,136,615,420)
amrutabindu-headline: ಅಮೃತಬಿಂದು ಔಷಧಕ್ಕೆ ಮಧುರಾ ದ್ವಾರಕಾ ಶ್ರೀ ಶ್ಲಾಘನೆ xyxy=(217,430,437,446)
facebook-link-bold: facebook.com/ xyxy=(613,43,651,49)
figure-1-label: ಮುಕೇಶ್ ಅಂಬಾನಿ ಸಂಪತ್ತಿನ ಮೌಲ್ಯ xyxy=(509,983,572,990)
quote-1-name: - ಸಚಿನ್ ದೊಡ್ಡಮನಿ xyxy=(913,372,954,380)
economic-times-strip xyxy=(342,44,605,68)
brief-item-1-p3: ಸಿಟಿಗ್ರೂಪ್ ಬ್ಯಾಂಕ್ ಕಳೆದ ವರ್ಷದ ಅಂತ್ಯಕ್ಕೆ ಮುಕ್ತಾಯಗೊಂಡ ತ್ರೈಮಾಸಿಕದಲ್ಲಿ 1.8 ಶತಕೋಟಿ ಡಾಲರ್ ನಷ್ಟ ಅನುಭವಿಸಿದೆ. ಹೀಗಾಗಿ ವೆಚ್ಚ ತಗ್ಗಿಸುವ ಕ್ರಮವಾಗಿ ಸಿಬ್ಬಂದಿ ಕಡಿತದ ಕ್ರಮಕ್ಕೆ ಮುಂದಾಗಿದೆ. ಇದರಿಂದ ಬ್ಯಾಂಕ್‌ಗೆ ವಾರ್ಷಿಕ 2.5 ಶತಕೋಟಿ ಡಾಲರ್ ಉಳಿತಾಯವಾಗಲಿದೆ ಎಂದು ಅಂದಾಜಿಸಲಾಗಿದೆ. xyxy=(22,220,195,258)
winner-entry xyxy=(802,622,968,673)
brief-item-2-p4: ಕಳೆದ ವಾರ ನಿಫ್ಟಿ 800 ಅಂಕ ಹೆಚ್ಚಾಗಿ 21,250 ಅಂಶಗಳಿಗೆ ಏರಿಕೆ ಕಂಡಿದೆ. xyxy=(29,476,170,484)
lead-byline-place: ದಾವಣಗೆರೆ xyxy=(259,136,282,144)
sangeetha-p1: ಶಿಯೋಮಿ ಸಂಸ್ಥೆ ರೆಡ್‌ಮಿ ನೋಟ್ 13 5ಜಿ ಸೀರಿಸ್ ಸ್ಮಾರ್ಟ್‌ಫೋನ್‌ಗಳನ್ನು ಬಿಡುಗಡೆ ಮಾಡಿದೆ. xyxy=(787,955,968,973)
quote-dot-icon xyxy=(706,396,717,407)
quote-box-scientist xyxy=(700,391,968,445)
figure-3-value: 16.60 xyxy=(642,1086,675,1102)
vishwa-p1: "ಕಾವೇರಿ, ಕೃಷ್ಣಾ, ಮಹದಾಯಿ ಸೇರಿದಂತೆ ಎಲ್ಲ ಅಂತಾರಾಜ್ಯ ಜಲವಿವಾದಗಳಿಗೆ 7 ನ್ಯಾಯಾಧೀಶರ ಪೀಠ ರಚಿಸಿ ಶಾಶ್ವತ ಪರಿಹಾರ ಕಂಡುಕೊಳ್ಳಬೇಕು," ಎಂದು ಒತ್ತಾಯಿಸಿದ್ದಾರೆ. xyxy=(147,722,265,750)
figure-2-unit: ಲಕ್ಷ ಕೋಟಿ ರೂ. xyxy=(514,999,586,1015)
